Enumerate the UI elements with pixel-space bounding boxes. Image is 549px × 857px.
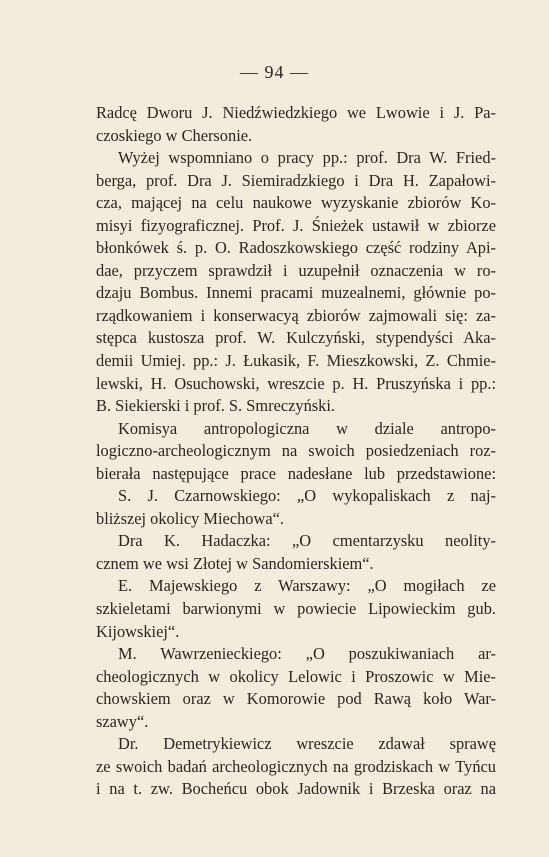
- text-line: berga, prof. Dra J. Siemiradzkiego i Dra H. Zapałowi-: [96, 170, 496, 190]
- text-line: cheologicznych w okolicy Lelowic i Proszowic w Mie-: [96, 666, 496, 686]
- text-line: dzaju Bombus. Innemi pracami muzealnemi, głównie po-: [96, 283, 496, 303]
- text-line: błonkówek ś. p. O. Radoszkowskiego część rodziny Api-: [96, 238, 496, 258]
- text-line: szkieletami barwionymi w powiecie Lipowieckim gub.: [96, 599, 496, 619]
- text-line: rządkowaniem i konserwacyą zbiorów zajmowali się: za-: [96, 305, 496, 325]
- text-line: Dr. Demetrykiewicz wreszcie zdawał sprawę: [118, 734, 496, 754]
- text-line: chowskiem oraz w Komorowie pod Rawą koło War-: [96, 689, 496, 709]
- text-line: bierała następujące prace nadesłane lub przedstawione:: [96, 463, 496, 483]
- text-line: demii Umiej. pp.: J. Łukasik, F. Mieszkowski, Z. Chmie-: [96, 351, 496, 371]
- text-line: i na t. zw. Bocheńcu obok Jadownik i Brzeska oraz na: [96, 779, 496, 799]
- text-line: lewski, H. Osuchowski, wreszcie p. H. Pruszyńska i pp.:: [96, 373, 496, 393]
- text-line: M. Wawrzenieckiego: „O poszukiwaniach ar-: [118, 644, 496, 664]
- text-line: misyi fizyograficznej. Prof. J. Śnieżek ustawił w zbiorze: [96, 215, 496, 235]
- text-line: Dra K. Hadaczka: „O cmentarzysku neolity-: [118, 531, 496, 551]
- text-line: szawy“.: [96, 711, 149, 731]
- text-line: czoskiego w Chersonie.: [96, 125, 253, 145]
- text-line: B. Siekierski i prof. S. Smreczyński.: [96, 396, 336, 416]
- text-line: ze swoich badań archeologicznych na grodziskach w Tyńcu: [96, 756, 496, 776]
- text-line: Komisya antropologiczna w dziale antropo-: [118, 418, 496, 438]
- body-text: [96, 102, 496, 801]
- text-line: Radcę Dworu J. Niedźwiedzkiego we Lwowie i J. Pa-: [96, 103, 496, 122]
- text-line: Wyżej wspomniano o pracy pp.: prof. Dra W. Fried-: [118, 148, 496, 168]
- text-line: stępca kustosza prof. W. Kulczyński, stypendyści Aka-: [96, 328, 496, 348]
- text-line: cznem we wsi Złotej w Sandomierskiem“.: [96, 553, 374, 573]
- text-line: dae, przyczem sprawdził i uzupełnił oznaczenia w ro-: [96, 260, 496, 280]
- text-line: Kijowskiej“.: [96, 621, 180, 641]
- text-line: bliższej okolicy Miechowa“.: [96, 508, 284, 528]
- text-line: logiczno-archeologicznym na swoich posiedzeniach roz-: [96, 441, 496, 461]
- page-number: — 94 —: [240, 62, 309, 82]
- text-line: S. J. Czarnowskiego: „O wykopaliskach z naj-: [118, 486, 496, 506]
- text-line: E. Majewskiego z Warszawy: „O mogiłach ze: [118, 576, 496, 596]
- text-line: cza, mającej na celu naukowe wyzyskanie zbiorów Ko-: [96, 193, 496, 213]
